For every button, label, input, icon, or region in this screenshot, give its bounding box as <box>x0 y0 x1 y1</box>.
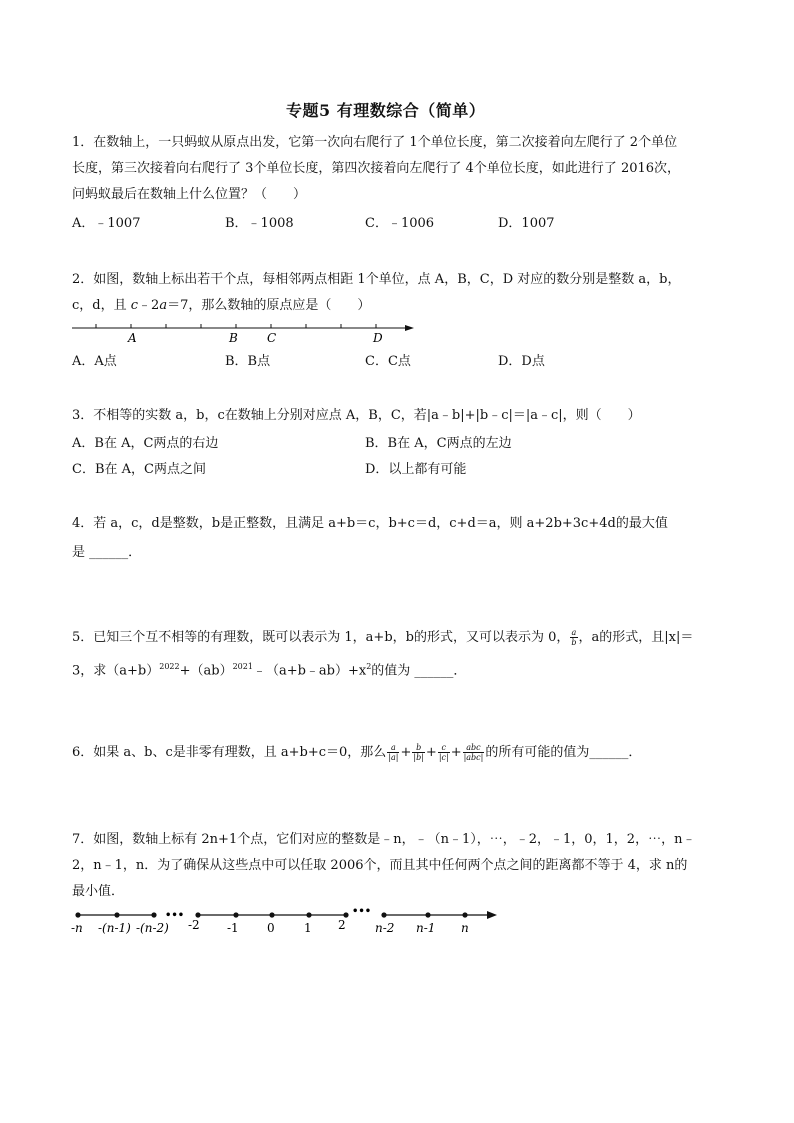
q2-line1: 2．如图，数轴上标出若干个点，每相邻两点相距 1个单位，点 A，B，C，D 对应的数分别是整数 a，b， <box>72 272 681 287</box>
q2-ticks <box>96 324 376 328</box>
q7-label-neg-n: -n <box>71 921 83 935</box>
q7-label-n: n <box>461 921 469 935</box>
q6-fraction-a: $\frac{a}{|a|}$ <box>388 743 399 762</box>
q7-line3: 最小值． <box>72 884 125 899</box>
page-title: 专题5 有理数综合（简单） <box>286 101 486 120</box>
q1-option-c: C．﹣1006 <box>365 216 435 231</box>
question-6: 6．如果 a、b、c是非零有理数，且 a+b+c＝0，那么 $\frac{a}{|a|}$ + $\frac{b}{|b|}$ + $\frac{c}{|c|}$ + $\frac{\text{abc}}{\text{|abc|}}$ 的所有可能的值为______． <box>72 743 642 762</box>
q6-fraction-abc: $\frac{\text{abc}}{\text{|abc|}}$ <box>463 743 484 762</box>
q7-label-n-minus-2: n-2 <box>375 921 395 935</box>
q7-ellipsis-left: ••• <box>165 910 185 921</box>
q7-label-2: 2 <box>338 918 346 932</box>
q7-label-neg-n-minus-1: -(n-1) <box>98 921 131 935</box>
q5-fraction-a-over-b: $\frac{a}{b}$ <box>571 628 577 647</box>
q7-label-1: 1 <box>304 921 312 935</box>
q2-option-d: D．D点 <box>498 354 545 369</box>
q2-option-b: B．B点 <box>225 354 271 369</box>
q7-axis-arrow <box>487 911 497 919</box>
q4-line2: 是 ______． <box>72 545 142 560</box>
q7-label-0: 0 <box>267 921 275 935</box>
q3-option-a: A．B在 A，C两点的右边 <box>72 436 219 451</box>
q7-line2: 2，n﹣1，n．为了确保从这些点中可以任取 2006个，而且其中任何两个点之间的距离都不等于 4，求 n的 <box>72 858 688 873</box>
q2-option-c: C．C点 <box>365 354 411 369</box>
q2-label-c: C <box>267 331 277 345</box>
q6-fraction-b: $\frac{b}{|b|}$ <box>413 743 424 762</box>
q1-line2: 长度，第三次接着向右爬行了 3个单位长度，第四次接着向左爬行了 4个单位长度，如此进行了 2016次， <box>72 161 681 176</box>
q1-option-d: D．1007 <box>498 216 555 231</box>
q5-line2: 3，求$(a+b)^{2022}+(ab)^{2021}﹣(a+b﹣ab)+x^2$的值为 ______． <box>72 662 467 679</box>
q3-option-b: B．B在 A，C两点的左边 <box>365 436 512 451</box>
q3-option-d: D．以上都有可能 <box>365 462 467 477</box>
q1-option-b: B．﹣1008 <box>225 216 294 231</box>
q1-option-a: A．﹣1007 <box>72 216 141 231</box>
q2-label-b: B <box>229 331 238 345</box>
q7-line1: 7．如图，数轴上标有 2n+1个点，它们对应的整数是﹣n，﹣（n﹣1），⋯，﹣2，﹣1，0，1，2，⋯，n﹣ <box>72 832 696 847</box>
q7-label-neg-2: -2 <box>188 918 200 932</box>
q2-label-a: A <box>128 331 137 345</box>
q6-fraction-c: $\frac{c}{|c|}$ <box>438 743 449 762</box>
q2-number-line <box>70 320 420 350</box>
q5-line1: 5．已知三个互不相等的有理数，既可以表示为 1，a+b，b的形式，又可以表示为 0， $\frac{a}{b}$ ，a的形式，且|x|＝ <box>72 628 694 647</box>
q7-label-n-minus-1: n-1 <box>416 921 436 935</box>
q7-ellipsis-right: ••• <box>352 906 372 917</box>
q1-line1: 1．在数轴上，一只蚂蚁从原点出发，它第一次向右爬行了 1个单位长度，第二次接着向左爬行了 2个单位 <box>72 135 678 150</box>
q7-label-neg-1: -1 <box>227 921 239 935</box>
q3-option-c: C．B在 A，C两点之间 <box>72 462 206 477</box>
q2-label-d: D <box>373 331 383 345</box>
q7-number-line <box>70 904 500 938</box>
q1-line3: 问蚂蚁最后在数轴上什么位置？（ ） <box>72 187 307 202</box>
q2-option-a: A．A点 <box>72 354 117 369</box>
q3-line1: 3．不相等的实数 a，b，c在数轴上分别对应点 A，B，C，若|a﹣b|+|b﹣c|＝|a﹣c|，则（ ） <box>72 408 641 423</box>
q4-line1: 4．若 a，c，d是整数，b是正整数，且满足 a+b＝c，b+c＝d，c+d＝a，则 a+2b+3c+4d的最大值 <box>72 516 668 531</box>
q2-line2: c，d，且 c﹣2a＝7，那么数轴的原点应是（ ） <box>72 298 371 313</box>
q7-label-neg-n-minus-2: -(n-2) <box>136 921 169 935</box>
